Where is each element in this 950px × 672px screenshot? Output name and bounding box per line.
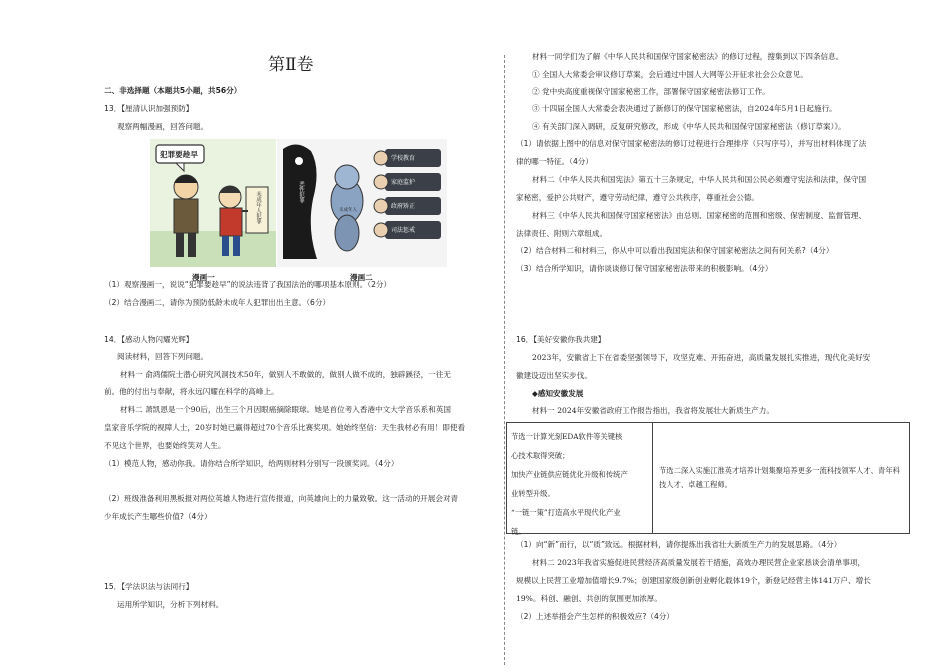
excerpt-one-line-6: 链。 <box>511 527 526 536</box>
page-title: 第Ⅱ卷 <box>268 55 314 75</box>
q14-material2-line2: 皇家音乐学院的视障人士，20岁时她已赢得超过70个音乐比赛奖项。她始终坚信：天生我材必有用！即使看 <box>104 423 466 432</box>
q15-item-2: ② 党中央高度重视保守国家秘密工作，部署保守国家秘密法修订工作。 <box>532 87 770 96</box>
q16-para-line1: 2023年，安徽省上下在省委坚强领导下，攻坚克难、开拓奋进，高质量发展扎实推进，现代化美好安 <box>532 353 871 362</box>
q16-sub2: （2）上述举措会产生怎样的积极效应?（4分） <box>516 612 674 621</box>
excerpt-two-cell <box>653 423 909 533</box>
q14-sub2-line2: 少年成长产生哪些价值?（4分） <box>104 512 212 521</box>
q15-item-1: ① 全国人大常委会审议修订草案，会后通过中国人大网等公开征求社会公众意见。 <box>532 70 808 79</box>
q13-intro: 观察两幅漫画，回答问题。 <box>117 122 209 131</box>
q14-material1-line1: 材料一 俞鸿儒院士潜心研究风洞技术50年，做别人不敢做的，做别人做不成的，独辟蹊径，一往无 <box>120 370 452 379</box>
q15-intro: 运用所学知识，分析下列材料。 <box>117 600 224 609</box>
q15-heading: 15．【学法识法与法同行】 <box>104 582 194 591</box>
q15-sub1-line1: （1）请依据上图中的信息对保守国家秘密法的修订过程进行合理排序（只写序号），并写出材料体现了法 <box>516 139 867 148</box>
q13-heading: 13．【厘清认识加强预防】 <box>104 104 194 113</box>
q16-sub1: （1）向“新”而行，以“质”致远。根据材料，请你提炼出我省壮大新质生产力的发展思路。（4分） <box>516 540 842 549</box>
q16-heading: 16．【美好安徽你我共建】 <box>516 335 606 344</box>
q15-sub3: （3）结合所学知识，请你谈谈修订保守国家秘密法带来的积极影响。（4分） <box>516 264 773 273</box>
excerpt-one-line-3: 加快产业链供应链优化升级和传统产 <box>511 470 628 479</box>
comic2-fist-1: 学校教育 <box>391 155 416 162</box>
comic2-caption: 漫画二 <box>350 273 373 282</box>
excerpt-table <box>506 422 910 534</box>
q15-item-4: ④ 有关部门深入调研，反复研究修改，形成《中华人民共和国保守国家秘密法（修订草案）》。 <box>532 122 846 131</box>
q16-material1: 材料一 2024年安徽省政府工作报告指出，我省将发展壮大新质生产力。 <box>532 406 774 415</box>
q13-sub1: （1）观察漫画一，说说“犯罪要趁早”的说法违背了我国法治的哪项基本原则。（2分） <box>104 280 392 289</box>
excerpt-one-cell <box>507 423 653 536</box>
q13-sub2: （2）结合漫画二，请你为预防低龄未成年人犯罪出出主意。（6分） <box>104 298 331 307</box>
q15-material3-line1: 材料三《中华人民共和国保守国家秘密法》由总则、国家秘密的范围和密级、保密制度、监督管理、 <box>532 211 867 220</box>
excerpt-one-line-1: 节选一计算光刻EDA软件等关键核 <box>511 432 623 441</box>
column-divider <box>504 55 505 665</box>
q15-material2-line1: 材料二《中华人民共和国宪法》第五十三条规定，中华人民共和国公民必须遵守宪法和法律，保守国 <box>532 175 867 184</box>
excerpt-one-line-2: 心技术取得突破； <box>511 451 570 460</box>
q16-subheading: ◆感知安徽发展 <box>532 389 584 398</box>
comic1-caption: 漫画一 <box>192 273 215 282</box>
excerpt-one-line-4: 业转型升级。 <box>511 489 555 498</box>
comic2-fist-4: 司法惩戒 <box>391 227 416 234</box>
q14-material2-line3: 不见这个世界，也要始终笑对人生。 <box>104 441 226 450</box>
q15-item-3: ③ 十四届全国人大常委会表决通过了新修订的保守国家秘密法，自2024年5月1日起施行。 <box>532 104 837 113</box>
q14-material1-line2: 前。他的付出与奉献，将永远闪耀在科学的高峰上。 <box>104 387 279 396</box>
q15-sub2: （2）结合材料二和材料三，你从中可以看出我国宪法和保守国家秘密法之间有何关系?（4分） <box>516 246 834 255</box>
q14-sub2-line1: （2）班级准备利用黑板报对两位英雄人物进行宣传报道，向英雄向上的力量致敬。这一活动的开展会对青 <box>104 494 459 503</box>
comic-one <box>150 139 276 267</box>
q16-material2-line1: 材料二 2023年我省实施促进民营经济高质量发展若干措施，高效办理民营企业家恳谈会清单事项， <box>532 558 866 567</box>
q15-material1-intro: 材料一同学们为了解《中华人民共和国保守国家秘密法》的修订过程，搜集到以下四条信息。 <box>532 52 844 61</box>
q14-material2-line1: 材料二 萧凯恩是一个90后，出生三个月因眼癌摘除眼球。她是首位考入香港中文大学音乐系和英国 <box>120 405 452 414</box>
q14-heading: 14．【感动人物闪耀光辉】 <box>104 335 194 344</box>
comic1-bubble-text: 犯罪要趁早 <box>160 150 198 159</box>
section-header: 二、非选择题（本题共5小题，共56分） <box>104 86 242 95</box>
comic2-fist-2: 家庭监护 <box>391 179 416 186</box>
q14-sub1: （1）模范人物，感动你我。请你结合所学知识，给两则材料分别写一段颁奖词。（4分） <box>104 459 399 468</box>
excerpt-one-line-5: “一链一策”打造高水平现代化产业 <box>511 508 621 517</box>
comic2-shield-label: 未成年人 <box>339 208 357 213</box>
q16-para-line2: 徽建设迈出坚实步伐。 <box>516 371 592 380</box>
q15-sub1-line2: 律的哪一特征。（4分） <box>516 157 593 166</box>
excerpt-two-text: 节选二深入实施江淮英才培养计划集聚培养更多一流科技领军人才、青年科技人才、卓越工程师。 <box>659 466 900 489</box>
q15-material2-line2: 家秘密，爱护公共财产，遵守劳动纪律，遵守公共秩序，尊重社会公德。 <box>516 193 759 202</box>
comic2-monster-label: 恶性犯罪 <box>298 181 304 203</box>
q15-material3-line2: 法律责任、附则六章组成。 <box>516 229 608 238</box>
q14-intro: 阅读材料，回答下列问题。 <box>117 352 209 361</box>
comic2-fist-3: 政府矫正 <box>391 203 416 210</box>
comic1-tag-text: 未成年人犯罪 <box>255 191 261 224</box>
comic-two <box>277 139 447 267</box>
q16-material2-line3: 19%。科创、融创、共创的氛围更加浓厚。 <box>516 594 662 603</box>
q16-material2-line2: 规模以上民营工业增加值增长9.7%；创建国家级创新创业孵化载体19个，新登记经营主体141万户、增长 <box>516 576 871 585</box>
